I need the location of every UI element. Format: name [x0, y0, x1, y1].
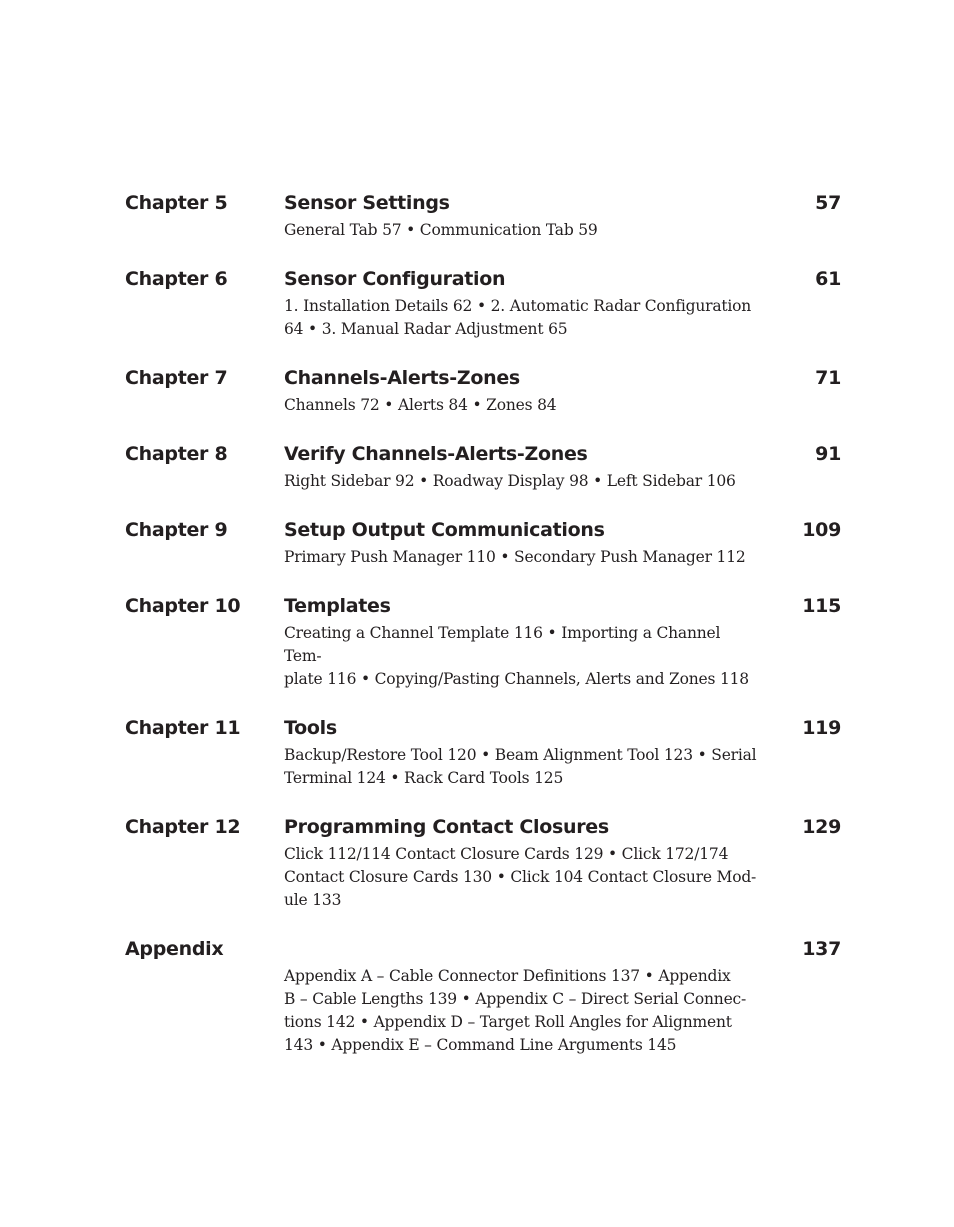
chapter-label: Chapter 12: [125, 816, 241, 838]
chapter-label: Appendix: [125, 938, 224, 960]
section-line: plate 116 • Copying/Pasting Channels, Alerts and Zones 118: [284, 670, 749, 688]
toc-entry-chapter-9: [125, 517, 841, 569]
chapter-title: Verify Channels-Alerts-Zones: [284, 443, 588, 465]
toc-entry-chapter-11: [125, 715, 841, 790]
table-of-contents: [125, 190, 841, 1081]
chapter-label: Chapter 8: [125, 443, 228, 465]
section-line: Terminal 124 • Rack Card Tools 125: [284, 769, 564, 787]
section-line: B – Cable Lengths 139 • Appendix C – Direct Serial Connec-: [284, 990, 747, 1008]
section-line: Click 112/114 Contact Closure Cards 129 • Click 172/174: [284, 845, 729, 863]
section-list: [284, 295, 761, 341]
page-number: 91: [815, 443, 841, 465]
page-number: 57: [815, 192, 841, 214]
chapter-label: Chapter 11: [125, 717, 241, 739]
page-number: 109: [802, 519, 841, 541]
section-list: [284, 470, 761, 493]
section-line: tions 142 • Appendix D – Target Roll Angles for Alignment: [284, 1013, 732, 1031]
page-number: 129: [802, 816, 841, 838]
page-number: 61: [815, 268, 841, 290]
section-line: General Tab 57 • Communication Tab 59: [284, 221, 598, 239]
section-list: [284, 965, 761, 1057]
chapter-label: Chapter 6: [125, 268, 228, 290]
chapter-title: Sensor Settings: [284, 192, 450, 214]
toc-entry-chapter-10: [125, 593, 841, 691]
section-line: 64 • 3. Manual Radar Adjustment 65: [284, 320, 568, 338]
section-line: ule 133: [284, 891, 342, 909]
section-line: 1. Installation Details 62 • 2. Automatic Radar Configuration: [284, 297, 752, 315]
chapter-title: [284, 936, 781, 962]
section-line: Channels 72 • Alerts 84 • Zones 84: [284, 396, 557, 414]
section-line: Backup/Restore Tool 120 • Beam Alignment Tool 123 • Serial: [284, 746, 757, 764]
section-list: [284, 843, 761, 912]
page-number: 137: [802, 938, 841, 960]
section-line: Contact Closure Cards 130 • Click 104 Contact Closure Mod-: [284, 868, 757, 886]
toc-entry-chapter-5: [125, 190, 841, 242]
toc-entry-chapter-7: [125, 365, 841, 417]
chapter-title: Tools: [284, 717, 337, 739]
chapter-title: Setup Output Communications: [284, 519, 605, 541]
chapter-label: Chapter 5: [125, 192, 228, 214]
page-number: 71: [815, 367, 841, 389]
chapter-title: Programming Contact Closures: [284, 816, 609, 838]
section-line: Creating a Channel Template 116 • Importing a Channel Tem-: [284, 624, 721, 665]
chapter-title: Sensor Configuration: [284, 268, 506, 290]
chapter-label: Chapter 10: [125, 595, 241, 617]
chapter-label: Chapter 9: [125, 519, 228, 541]
section-list: [284, 744, 761, 790]
chapter-title: Templates: [284, 595, 391, 617]
page-number: 119: [802, 717, 841, 739]
page-number: 115: [802, 595, 841, 617]
section-line: Primary Push Manager 110 • Secondary Push Manager 112: [284, 548, 746, 566]
section-list: [284, 546, 761, 569]
toc-entry-chapter-12: [125, 814, 841, 912]
section-list: [284, 622, 761, 691]
toc-entry-appendix: [125, 936, 841, 1057]
section-list: [284, 394, 761, 417]
section-list: [284, 219, 761, 242]
section-line: 143 • Appendix E – Command Line Arguments 145: [284, 1036, 677, 1054]
toc-entry-chapter-6: [125, 266, 841, 341]
chapter-label: Chapter 7: [125, 367, 228, 389]
section-line: Right Sidebar 92 • Roadway Display 98 • Left Sidebar 106: [284, 472, 736, 490]
section-line: Appendix A – Cable Connector Definitions 137 • Appendix: [284, 967, 731, 985]
toc-entry-chapter-8: [125, 441, 841, 493]
chapter-title: Channels-Alerts-Zones: [284, 367, 520, 389]
